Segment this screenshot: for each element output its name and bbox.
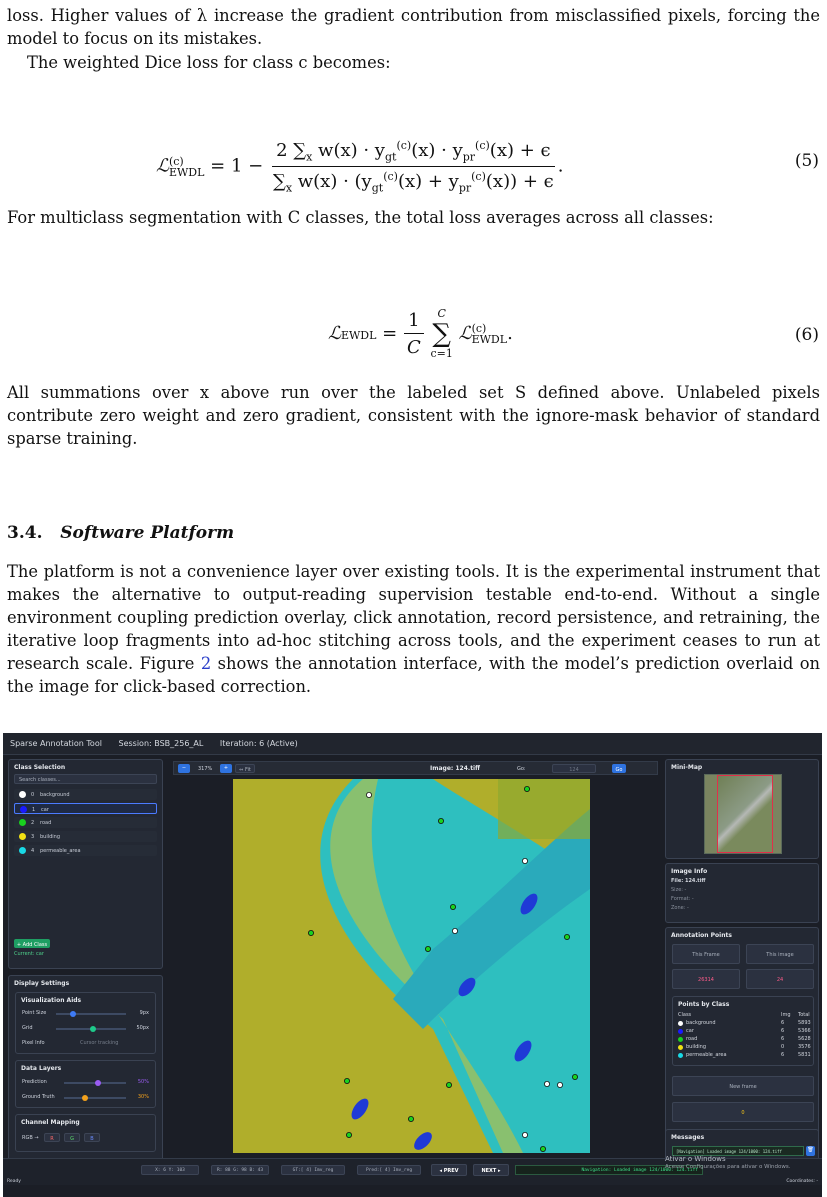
channel-r-select[interactable]: R bbox=[44, 1133, 60, 1142]
this-image-button[interactable]: This image bbox=[746, 944, 814, 964]
table-color-swatch bbox=[678, 1021, 683, 1026]
status-bar bbox=[3, 1155, 822, 1185]
goto-input[interactable]: 124 bbox=[552, 764, 596, 773]
p5b-text: shows the annotation interface, with the model’s prediction overlaid on the image for click-based correction. bbox=[7, 654, 820, 696]
layers-title: Data Layers bbox=[21, 1065, 62, 1072]
class-row-permeable_area[interactable] bbox=[14, 845, 157, 856]
minimap-title: Mini-Map bbox=[671, 764, 703, 771]
info-size: Size: - bbox=[671, 887, 687, 893]
goto-label: Go: bbox=[517, 766, 526, 772]
annotation-point[interactable] bbox=[564, 934, 569, 939]
table-header: Img bbox=[781, 1012, 791, 1018]
info-format: Format: - bbox=[671, 896, 694, 902]
table-cell: 5831 bbox=[798, 1052, 811, 1058]
current-class-label: Current: car bbox=[14, 951, 44, 957]
class-index: 2 bbox=[31, 820, 35, 826]
annotation-point[interactable] bbox=[408, 1116, 413, 1121]
prev-button[interactable]: ◂ PREV bbox=[431, 1164, 467, 1176]
table-cell: 6 bbox=[781, 1052, 785, 1058]
channel-b-select[interactable]: B bbox=[84, 1133, 100, 1142]
class-color-swatch bbox=[20, 806, 27, 813]
minimap-panel bbox=[665, 759, 819, 859]
clear-messages-button[interactable]: 🗑 bbox=[806, 1146, 815, 1156]
image-name: Image: 124.tiff bbox=[430, 765, 480, 772]
paragraph-2 bbox=[7, 51, 820, 74]
table-cell: building bbox=[686, 1044, 707, 1050]
ready-status: Ready bbox=[7, 1179, 21, 1184]
status-rgb: R: 88 G: 98 B: 43 bbox=[211, 1165, 269, 1175]
class-name: background bbox=[40, 792, 70, 798]
table-cell: 3576 bbox=[798, 1044, 811, 1050]
this-frame-button[interactable]: This Frame bbox=[672, 944, 740, 964]
table-cell: 6 bbox=[781, 1028, 785, 1034]
message-entry: [Navigation] Loaded image 124/1000: 124.tiff bbox=[672, 1146, 804, 1156]
prediction-label: Prediction bbox=[22, 1079, 47, 1085]
point-size-label: Point Size bbox=[22, 1010, 47, 1016]
app-title: Sparse Annotation Tool bbox=[10, 739, 102, 748]
windows-activation-note: Acesse Configurações para ativar o Windows. bbox=[665, 1164, 791, 1170]
class-row-car[interactable] bbox=[14, 803, 157, 814]
figure-link[interactable]: 2 bbox=[200, 654, 212, 673]
annotation-point[interactable] bbox=[452, 928, 457, 933]
zoom-level: 317% bbox=[198, 766, 213, 772]
class-name: road bbox=[40, 820, 52, 826]
ground-truth-value: 30% bbox=[137, 1094, 149, 1100]
annotation-point[interactable] bbox=[540, 1146, 545, 1151]
table-header: Class bbox=[678, 1012, 692, 1018]
equation-5-number: (5) bbox=[794, 151, 819, 171]
table-color-swatch bbox=[678, 1029, 683, 1034]
status-pred: Pred:[ 4] Imv_reg bbox=[357, 1165, 421, 1175]
display-panel-title: Display Settings bbox=[14, 980, 70, 987]
table-color-swatch bbox=[678, 1037, 683, 1042]
visualization-aids-group bbox=[15, 992, 156, 1054]
annotation-point[interactable] bbox=[572, 1074, 577, 1079]
class-row-road[interactable] bbox=[14, 817, 157, 828]
zoom-out-button[interactable]: − bbox=[178, 764, 190, 773]
table-cell: background bbox=[686, 1020, 716, 1026]
class-index: 0 bbox=[31, 792, 35, 798]
grid-value: 50px bbox=[136, 1025, 149, 1031]
data-layers-group bbox=[15, 1060, 156, 1108]
info-zone: Zone: - bbox=[671, 905, 689, 911]
cursor-tracking-label: Cursor tracking bbox=[80, 1040, 119, 1046]
image-info-panel bbox=[665, 863, 819, 923]
table-cell: 6 bbox=[781, 1020, 785, 1026]
session-label: Session: BSB_256_AL bbox=[118, 739, 204, 748]
class-name: car bbox=[41, 807, 49, 813]
p5a-text: The platform is not a convenience layer over existing tools. It is the experimental instrument that makes the alternative to output-reading supervision testable end-to-end. Without a single environment coupling prediction overlay, click annotation, record persistence, and retraining, the iterative loop fragments into ad-hoc stitching across tools, and the experiment ceases to run at research scale. Figure bbox=[7, 562, 820, 673]
by-class-title: Points by Class bbox=[678, 1001, 730, 1008]
ground-truth-opacity-slider[interactable] bbox=[64, 1097, 126, 1099]
annotation-canvas[interactable] bbox=[233, 779, 590, 1153]
grid-slider[interactable] bbox=[56, 1028, 126, 1030]
info-title: Image Info bbox=[671, 868, 708, 875]
class-name: permeable_area bbox=[40, 848, 81, 854]
canvas-toolbar bbox=[173, 761, 658, 775]
vis-title: Visualization Aids bbox=[21, 997, 82, 1004]
messages-title: Messages bbox=[671, 1134, 705, 1141]
iteration-label: Iteration: 6 (Active) bbox=[219, 739, 298, 748]
status-gt: GT:[ 4] Imv_reg bbox=[281, 1165, 345, 1175]
ann-title: Annotation Points bbox=[671, 932, 732, 939]
display-settings-panel bbox=[8, 975, 163, 1177]
annotation-point[interactable] bbox=[524, 786, 529, 791]
table-cell: 6 bbox=[781, 1036, 785, 1042]
annotation-point[interactable] bbox=[425, 946, 430, 951]
app-titlebar bbox=[3, 733, 822, 755]
class-search-input[interactable]: Search classes... bbox=[14, 774, 157, 784]
ground-truth-label: Ground Truth bbox=[22, 1094, 55, 1100]
annotation-point[interactable] bbox=[522, 1132, 527, 1137]
annotation-point[interactable] bbox=[366, 792, 371, 797]
annotation-point[interactable] bbox=[344, 1078, 349, 1083]
status-xy: X: 6 Y: 103 bbox=[141, 1165, 199, 1175]
positive-count: 26314 bbox=[672, 969, 740, 989]
zoom-in-button[interactable]: + bbox=[220, 764, 232, 773]
class-index: 4 bbox=[31, 848, 35, 854]
negative-count: 24 bbox=[746, 969, 814, 989]
rgb-label: RGB → bbox=[22, 1135, 39, 1141]
paragraph-4 bbox=[7, 381, 820, 450]
go-button[interactable]: Go bbox=[612, 764, 626, 773]
table-cell: 0 bbox=[781, 1044, 785, 1050]
info-file: File: 124.tiff bbox=[671, 878, 706, 884]
star-count: 0 bbox=[672, 1102, 814, 1122]
annotation-point[interactable] bbox=[346, 1132, 351, 1137]
table-cell: car bbox=[686, 1028, 694, 1034]
equation-6: ℒEWDL = $\frac{1}{C}$ C ∑ c=1 ℒ (c) EWDL . (6) bbox=[328, 307, 819, 360]
annotation-point[interactable] bbox=[544, 1081, 549, 1086]
class-row-background[interactable] bbox=[14, 789, 157, 800]
navigation-message: Navigation: Loaded image 124/1000: 124.tiff bbox=[515, 1165, 703, 1175]
fit-button[interactable]: ⇔ Fit bbox=[235, 764, 255, 773]
class-index: 3 bbox=[31, 834, 35, 840]
pixel-info-label: Pixel Info bbox=[22, 1040, 45, 1046]
table-color-swatch bbox=[678, 1053, 683, 1058]
class-name: building bbox=[40, 834, 61, 840]
class-color-swatch bbox=[19, 847, 26, 854]
minimap-thumbnail[interactable] bbox=[704, 774, 782, 854]
p1-text: loss. Higher values of λ increase the gradient contribution from misclassified pixels, forcing the model to focus on its mistakes. bbox=[7, 6, 820, 48]
prediction-value: 50% bbox=[137, 1079, 149, 1085]
table-cell: permeable_area bbox=[686, 1052, 727, 1058]
p4-text: All summations over x above run over the labeled set S defined above. Unlabeled pixels contribute zero weight and zero gradient, consistent with the ignore-mask behavior of standard sparse training. bbox=[7, 383, 820, 448]
class-panel-title: Class Selection bbox=[14, 764, 66, 771]
table-cell: 5366 bbox=[798, 1028, 811, 1034]
section-title: Software Platform bbox=[60, 523, 235, 543]
prediction-opacity-slider[interactable] bbox=[64, 1082, 126, 1084]
annotation-points-panel bbox=[665, 927, 819, 1145]
point-size-slider[interactable] bbox=[56, 1013, 126, 1015]
new-frame-button[interactable]: New frame bbox=[672, 1076, 814, 1096]
paragraph-3 bbox=[7, 206, 820, 229]
add-class-button[interactable]: + Add Class bbox=[14, 939, 50, 948]
class-color-swatch bbox=[19, 819, 26, 826]
channel-g-select[interactable]: G bbox=[64, 1133, 80, 1142]
coordinates-status: Coordinates: - bbox=[786, 1179, 818, 1184]
table-header: Total bbox=[798, 1012, 810, 1018]
table-cell: 5893 bbox=[798, 1020, 811, 1026]
annotation-point[interactable] bbox=[557, 1082, 562, 1087]
p3-text: For multiclass segmentation with C classes, the total loss averages across all classes: bbox=[7, 208, 714, 227]
channel-mapping-group bbox=[15, 1114, 156, 1152]
table-cell: road bbox=[686, 1036, 698, 1042]
channel-title: Channel Mapping bbox=[21, 1119, 80, 1126]
class-selection-panel bbox=[8, 759, 163, 969]
paragraph-5 bbox=[7, 560, 820, 698]
next-button[interactable]: NEXT ▸ bbox=[473, 1164, 509, 1176]
section-number: 3.4. bbox=[7, 523, 43, 543]
class-row-building[interactable] bbox=[14, 831, 157, 842]
points-by-class-group bbox=[672, 996, 814, 1066]
annotation-point[interactable] bbox=[446, 1082, 451, 1087]
annotation-point[interactable] bbox=[308, 930, 313, 935]
paragraph-1 bbox=[7, 4, 820, 50]
annotation-point[interactable] bbox=[450, 904, 455, 909]
table-cell: 5628 bbox=[798, 1036, 811, 1042]
class-color-swatch bbox=[19, 833, 26, 840]
annotation-tool-screenshot bbox=[3, 733, 822, 1197]
point-size-value: 9px bbox=[139, 1010, 149, 1016]
class-index: 1 bbox=[32, 807, 36, 813]
class-color-swatch bbox=[19, 791, 26, 798]
windows-activation-title: Ativar o Windows bbox=[665, 1155, 726, 1163]
table-color-swatch bbox=[678, 1045, 683, 1050]
annotation-point[interactable] bbox=[438, 818, 443, 823]
equation-5: ℒ (c) EWDL = 1 − $\frac{2 \sum_x w(x) \cdot y_{gt}^{(c)}(x) \cdot y_{pr}^{(c)}(x) + \epsilon}{\sum_x w(x) \cdot (y_{gt}^{(c)}(x) + y_{pr}^{(c)}(x)) + \epsilon}$ . (5) bbox=[156, 139, 819, 195]
section-heading bbox=[7, 523, 234, 543]
annotation-point[interactable] bbox=[522, 858, 527, 863]
grid-label: Grid bbox=[22, 1025, 33, 1031]
equation-6-number: (6) bbox=[794, 325, 819, 345]
p2-text: The weighted Dice loss for class c becomes: bbox=[27, 53, 391, 72]
